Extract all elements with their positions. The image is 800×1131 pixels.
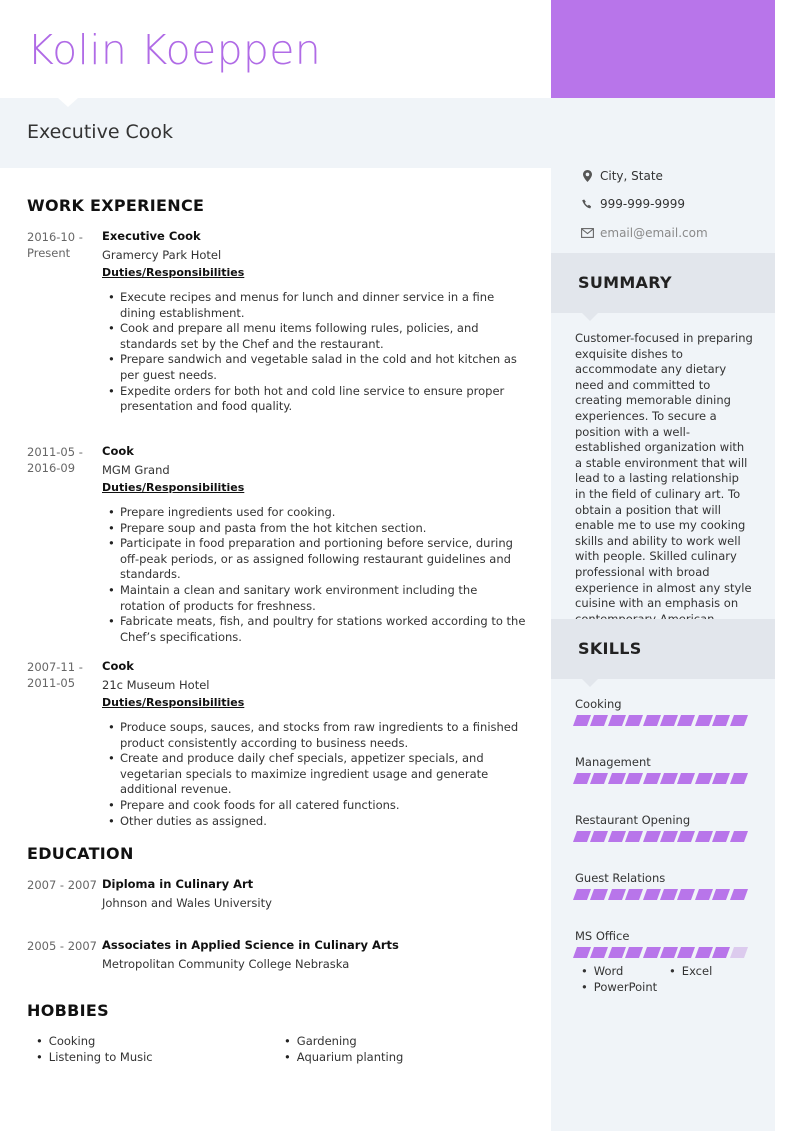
skill-segment-filled [660, 831, 678, 842]
job-dates [27, 444, 97, 476]
skill-segment-filled [712, 773, 730, 784]
skill-segment-filled [643, 773, 661, 784]
skill-segment-filled [625, 889, 643, 900]
ms-office-sublist [581, 964, 741, 994]
skill-name: Restaurant Opening [575, 813, 691, 827]
duty-item: • Participate in food preparation and portioning before service, during off-peak periods, or as assigned following restaurant guidelines and standards. [106, 536, 526, 583]
duty-item: • Cook and prepare all menu items following rules, policies, and standards set by the Chef and the restaurant. [106, 321, 526, 352]
job-date-end: 2011-05 [27, 676, 76, 690]
job-employer: Gramercy Park Hotel [102, 248, 222, 262]
contact-location [579, 169, 663, 183]
skill-segment-filled [660, 947, 678, 958]
skill-segment-filled [625, 831, 643, 842]
duties-label: Duties/Responsibilities [102, 266, 245, 279]
skill-segment-filled [573, 947, 591, 958]
hobbies-heading: HOBBIES [27, 1001, 109, 1020]
job-date-end: Present [27, 246, 71, 260]
skill-segment-filled [608, 715, 626, 726]
skill-segment-filled [695, 947, 713, 958]
skill-level-bar [575, 947, 751, 958]
duties-list [106, 505, 526, 645]
ms-office-item: • Word [581, 964, 669, 978]
summary-heading-notch [582, 313, 598, 321]
phone-text: 999-999-9999 [600, 197, 686, 211]
duties-label: Duties/Responsibilities [102, 481, 245, 494]
duty-item: • Expedite orders for both hot and cold line service to ensure proper presentation and food quality. [106, 384, 526, 415]
skill-segment-filled [590, 715, 608, 726]
education-degree: Associates in Applied Science in Culinary Arts [102, 938, 399, 952]
contact-email[interactable] [579, 226, 708, 240]
skill-segment-filled [660, 715, 678, 726]
skill-segment-filled [712, 947, 730, 958]
skill-segment-filled [712, 715, 730, 726]
job-role: Executive Cook [102, 229, 201, 243]
education-degree: Diploma in Culinary Art [102, 877, 254, 891]
skill-segment-filled [608, 773, 626, 784]
skill-segment-filled [712, 889, 730, 900]
summary-heading: SUMMARY [578, 273, 672, 292]
ms-office-item: • PowerPoint [581, 980, 669, 994]
skill-segment-filled [643, 715, 661, 726]
education-heading: EDUCATION [27, 844, 134, 863]
skill-segment-filled [573, 831, 591, 842]
skill-segment-filled [643, 889, 661, 900]
duty-item: • Other duties as assigned. [106, 814, 526, 830]
skill-level-bar [575, 773, 751, 784]
skill-segment-filled [625, 715, 643, 726]
skill-segment-filled [677, 831, 695, 842]
job-title: Executive Cook [27, 121, 174, 143]
job-date-start: 2011-05 - [27, 445, 83, 459]
skill-segment-filled [660, 889, 678, 900]
skills-heading-band [551, 619, 775, 679]
hobby-item: • Aquarium planting [284, 1050, 403, 1064]
skill-segment-filled [643, 831, 661, 842]
skill-segment-filled [625, 773, 643, 784]
skill-segment-filled [677, 773, 695, 784]
duty-item: • Prepare soup and pasta from the hot kitchen section. [106, 521, 526, 537]
skill-segment-filled [730, 831, 748, 842]
education-date: 2007 - 2007 [27, 878, 97, 892]
candidate-name: Kolin Koeppen [27, 26, 322, 74]
skill-segment-filled [730, 715, 748, 726]
job-dates [27, 659, 97, 691]
skills-heading-notch [582, 679, 598, 687]
duty-item: • Create and produce daily chef specials, appetizer specials, and vegetarian specials to maximize ingredient usage and generate additional revenue. [106, 751, 526, 798]
envelope-icon [579, 228, 595, 238]
skill-segment-filled [608, 889, 626, 900]
job-employer: 21c Museum Hotel [102, 678, 210, 692]
duties-list [106, 290, 526, 415]
skill-segment-filled [573, 715, 591, 726]
hobby-item: • Cooking [36, 1034, 95, 1048]
skill-segment-filled [590, 889, 608, 900]
skill-name: MS Office [575, 929, 630, 943]
job-role: Cook [102, 444, 134, 458]
email-text[interactable]: email@email.com [600, 226, 708, 240]
skill-name: Guest Relations [575, 871, 666, 885]
education-school: Johnson and Wales University [102, 896, 272, 910]
skill-segment-filled [573, 889, 591, 900]
contact-phone [579, 197, 685, 211]
job-dates [27, 229, 97, 261]
skill-segment-filled [590, 947, 608, 958]
title-notch [58, 98, 78, 107]
location-text: City, State [600, 169, 663, 183]
education-date: 2005 - 2007 [27, 939, 97, 953]
skill-segment-filled [643, 947, 661, 958]
job-role: Cook [102, 659, 134, 673]
skill-segment-filled [677, 947, 695, 958]
duty-item: • Fabricate meats, fish, and poultry for stations worked according to the Chef’s specifications. [106, 614, 526, 645]
job-date-start: 2007-11 - [27, 660, 83, 674]
duty-item: • Execute recipes and menus for lunch and dinner service in a fine dining establishment. [106, 290, 526, 321]
job-date-start: 2016-10 - [27, 230, 83, 244]
skill-segment-empty [730, 947, 748, 958]
skill-segment-filled [608, 947, 626, 958]
duties-label: Duties/Responsibilities [102, 696, 245, 709]
ms-office-item: • Excel [669, 964, 749, 978]
skill-segment-filled [730, 773, 748, 784]
hobby-item: • Listening to Music [36, 1050, 153, 1064]
phone-icon [579, 199, 595, 210]
job-date-end: 2016-09 [27, 461, 76, 475]
duty-item: • Maintain a clean and sanitary work environment including the rotation of products for freshness. [106, 583, 526, 614]
skills-heading: SKILLS [578, 639, 642, 658]
skill-segment-filled [695, 773, 713, 784]
sidebar-accent-block [551, 0, 775, 98]
skill-segment-filled [660, 773, 678, 784]
hobby-item: • Gardening [284, 1034, 357, 1048]
skill-level-bar [575, 889, 751, 900]
summary-text: Customer-focused in preparing exquisite dishes to accommodate any dietary need and committed to creating memorable dining experiences. To secure a position with a well-established organization with a stable environment that will lead to a lasting relationship in the field of culinary art. To obtain a position that will enable me to use my cooking skills and ability to work well with people. Skilled culinary professional with broad experience in almost any style cuisine with an emphasis on [575, 331, 753, 611]
sidebar [551, 0, 775, 1131]
skill-segment-filled [608, 831, 626, 842]
skill-segment-filled [695, 715, 713, 726]
skill-segment-filled [625, 947, 643, 958]
skill-segment-filled [730, 889, 748, 900]
skill-segment-filled [590, 831, 608, 842]
summary-heading-band [551, 253, 775, 313]
skill-level-bar [575, 715, 751, 726]
education-school: Metropolitan Community College Nebraska [102, 957, 350, 971]
duty-item: • Prepare sandwich and vegetable salad in the cold and hot kitchen as per guest needs. [106, 352, 526, 383]
duties-list [106, 720, 526, 829]
duty-item: • Prepare ingredients used for cooking. [106, 505, 526, 521]
skill-segment-filled [677, 889, 695, 900]
skill-name: Management [575, 755, 651, 769]
job-employer: MGM Grand [102, 463, 170, 477]
skill-segment-filled [695, 831, 713, 842]
work-experience-heading: WORK EXPERIENCE [27, 196, 205, 215]
location-pin-icon [579, 170, 595, 182]
skill-segment-filled [590, 773, 608, 784]
skill-segment-filled [677, 715, 695, 726]
duty-item: • Produce soups, sauces, and stocks from raw ingredients to a finished product consistently according to business needs. [106, 720, 526, 751]
duty-item: • Prepare and cook foods for all catered functions. [106, 798, 526, 814]
skill-segment-filled [695, 889, 713, 900]
skill-level-bar [575, 831, 751, 842]
skill-segment-filled [712, 831, 730, 842]
skill-segment-filled [573, 773, 591, 784]
skill-name: Cooking [575, 697, 622, 711]
